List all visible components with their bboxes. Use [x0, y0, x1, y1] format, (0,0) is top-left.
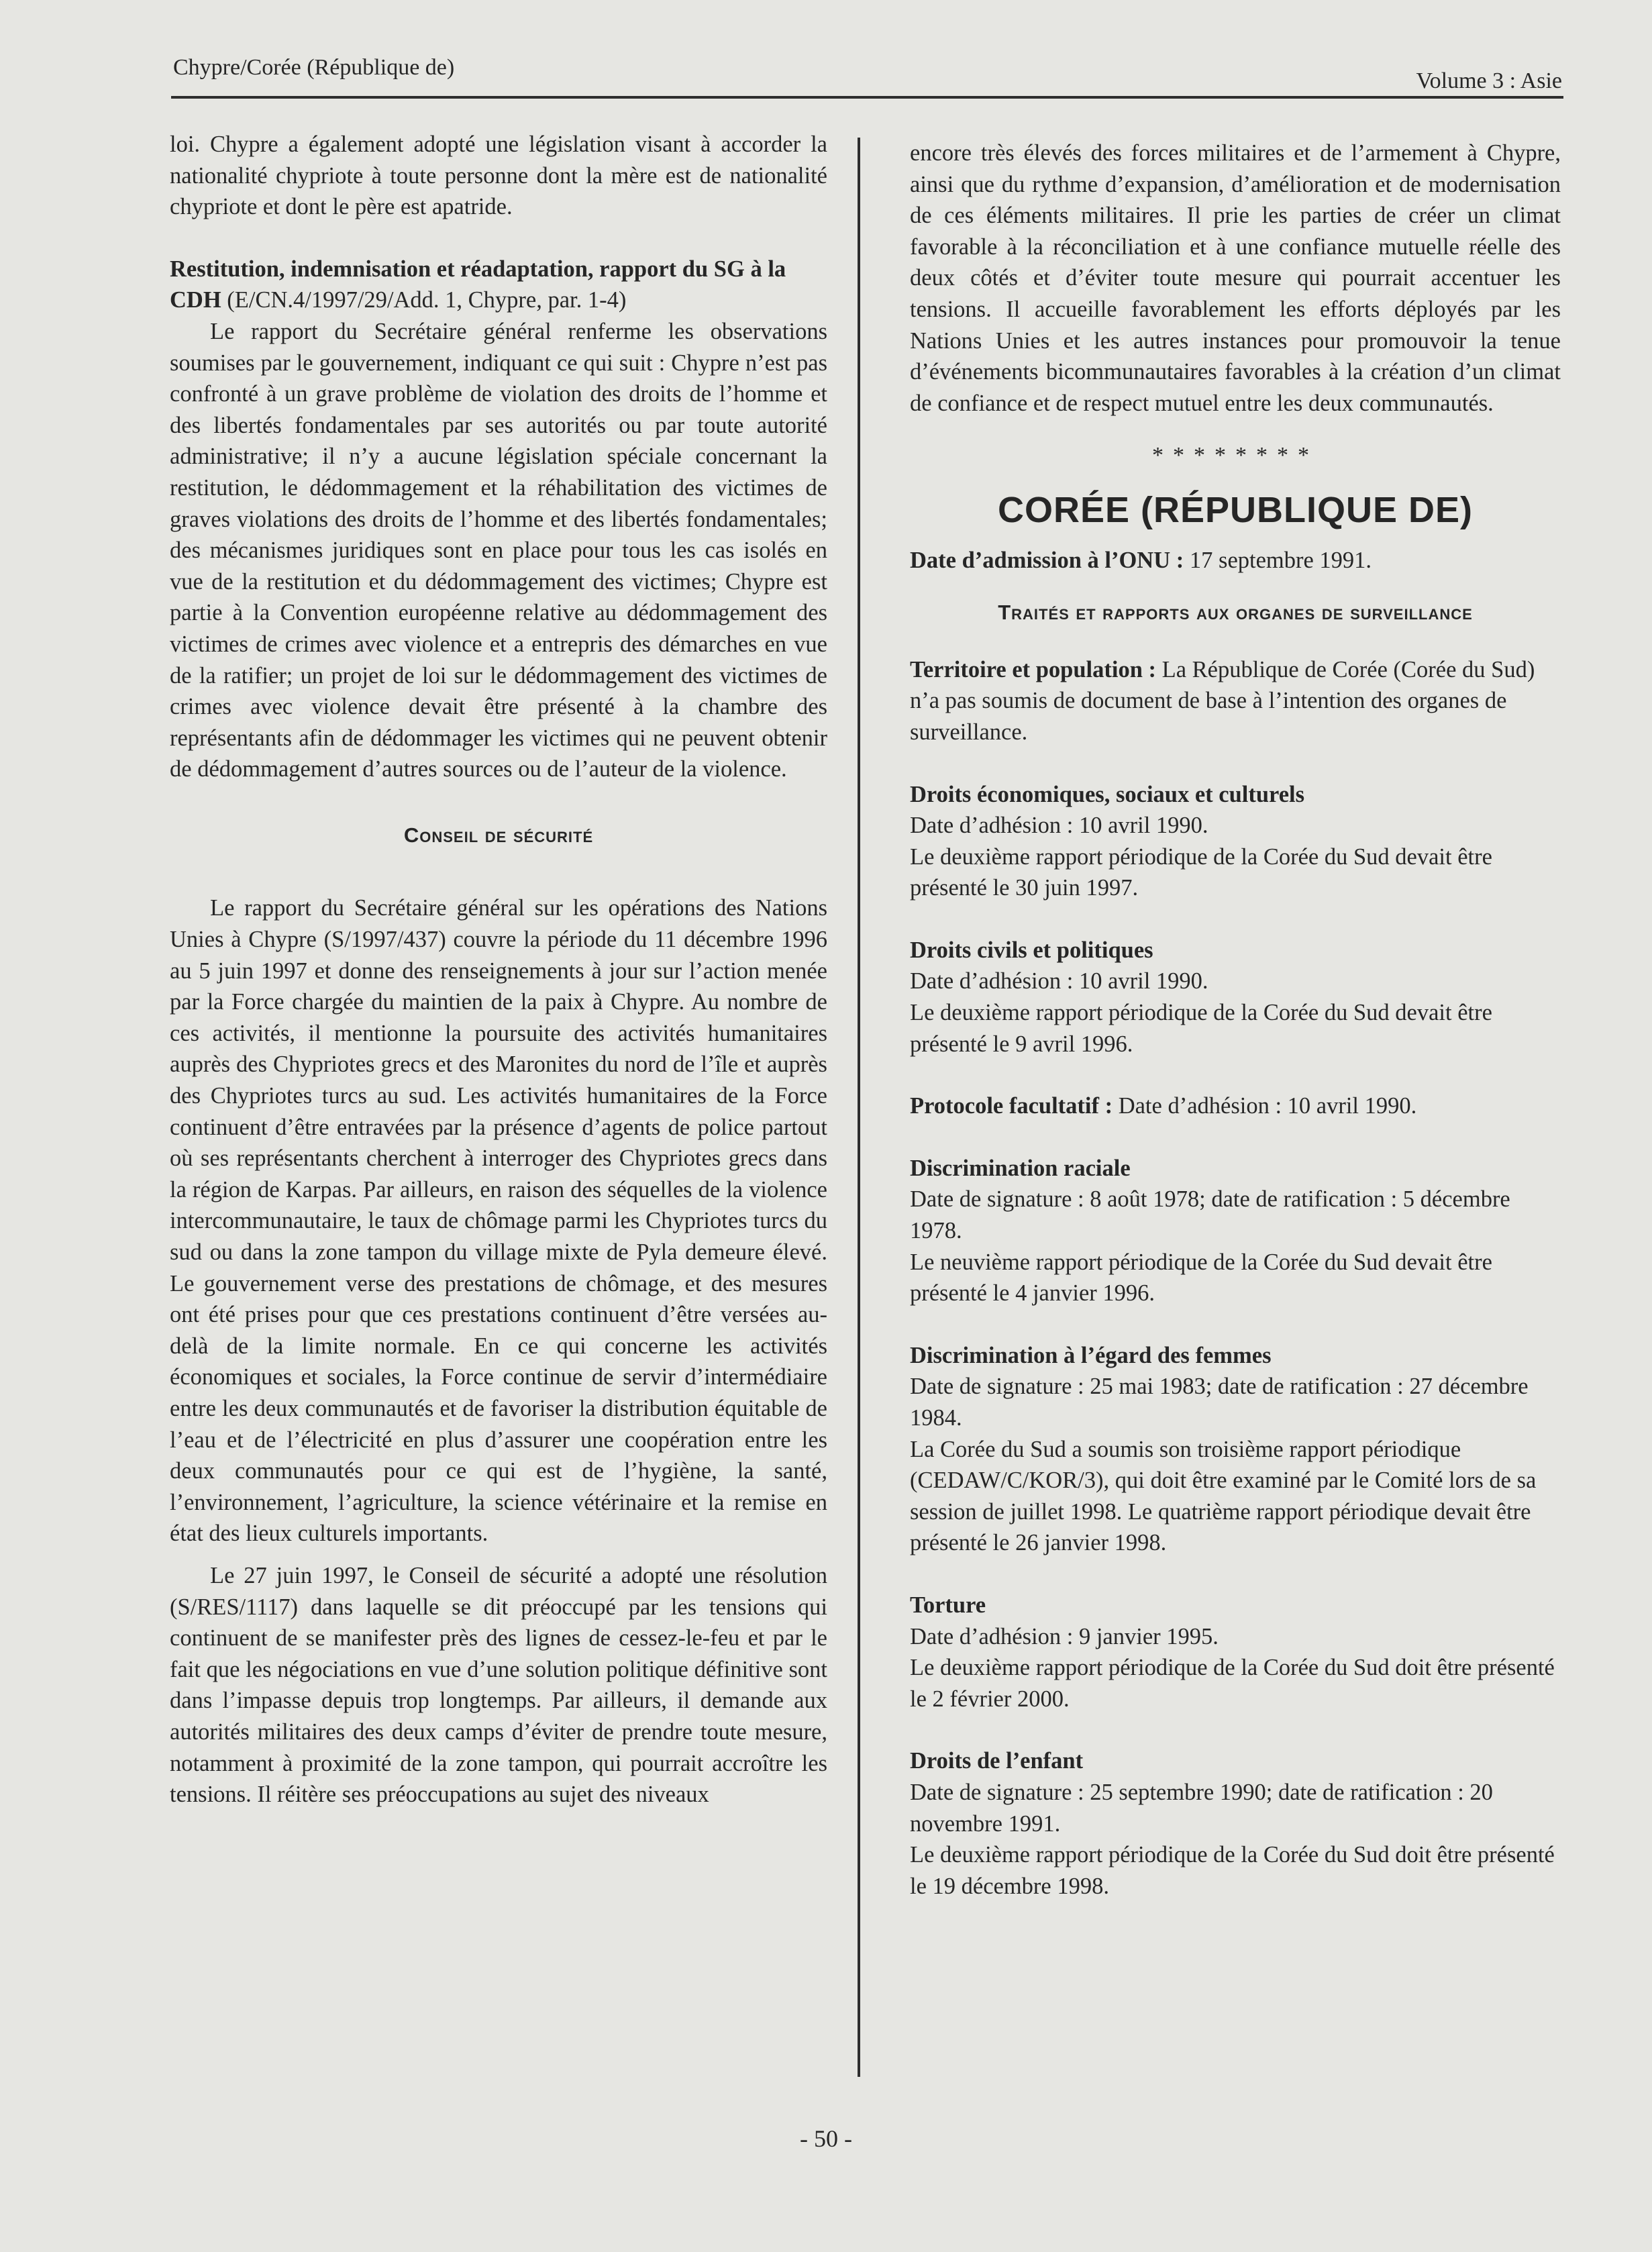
treaty-title: Discrimination à l’égard des femmes [910, 1342, 1272, 1368]
treaty-title: Discrimination raciale [910, 1155, 1131, 1181]
page-number: - 50 - [800, 2125, 852, 2152]
treaty-line: Le deuxième rapport périodique de la Corée du Sud doit être présenté le 2 février 2000. [910, 1655, 1555, 1712]
treaty-title: Droits économiques, sociaux et culturels [910, 781, 1305, 807]
territoire-paragraph [910, 654, 1561, 748]
protocole-label: Protocole facultatif : [910, 1093, 1113, 1119]
continuation-paragraph: loi. Chypre a également adopté une législation visant à accorder la nationalité chypriote à toute personne dont la mère est de nationalité chypriote et dont le père est apatride. [170, 132, 827, 220]
admission-value: 17 septembre 1991. [1184, 547, 1372, 573]
header-rule [171, 96, 1563, 99]
section-separator: ******** [1152, 443, 1319, 468]
country-title: CORÉE (RÉPUBLIQUE DE) [997, 489, 1474, 530]
treaty-line: Date de signature : 25 septembre 1990; date de ratification : 20 novembre 1991. [910, 1779, 1493, 1837]
treaty-line: Date de signature : 25 mai 1983; date de ratification : 27 décembre 1984. [910, 1374, 1529, 1431]
territoire-text: La République de Corée (Corée du Sud) n’a pas soumis de document de base à l’intention des organes de surveillance. [910, 656, 1535, 745]
security-paragraph-2: Le 27 juin 1997, le Conseil de sécurité a adopté une résolution (S/RES/1117) dans laquelle se dit préoccupé par les tensions qui continuent de se manifester près des lignes de cessez-le-feu et par le fait que les négociations en vue d’une solution politique définitive sont dans l’impasse depuis trop longtemps. Par ailleurs, il demande aux autorités militaires des deux camps d’éviter de prendre toute mesure, notamment à proximité de la zone tampon, qui pourrait accroître les tensions. Il réitère ses préoccupations au sujet des niveaux [170, 1562, 827, 1808]
treaty-line: Date de signature : 8 août 1978; date de ratification : 5 décembre 1978. [910, 1186, 1510, 1244]
column-divider [858, 138, 860, 2077]
treaty-line: Le neuvième rapport périodique de la Corée du Sud devait être présenté le 4 janvier 1996. [910, 1249, 1492, 1307]
restitution-heading-paragraph [170, 254, 827, 316]
treaty-line: Le deuxième rapport périodique de la Corée du Sud devait être présenté le 30 juin 1997. [910, 843, 1492, 901]
treaty-line: Le deuxième rapport périodique de la Corée du Sud devait être présenté le 9 avril 1996. [910, 1000, 1492, 1057]
security-paragraph-1: Le rapport du Secrétaire général sur les opérations des Nations Unies à Chypre (S/1997/437) couvre la période du 11 décembre 1996 au 5 juin 1997 et donne des renseignements à jour sur l’action menée par la Force chargée du maintien de la paix à Chypre. Au nombre de ces activités, il mentionne la poursuite des activités humanitaires auprès des Chypriotes grecs et des Maronites du nord de l’île et auprès des Chypriotes turcs au sud. Les activités humanitaires de la Force continuent d’être entravées par la présence d’agents de police partout où ses représentants cherchent à interroger des Chypriotes grecs dans la région de Karpas. Par ailleurs, en raison des séquelles de la violence intercommunautaire, le taux de chômage parmi les Chypriotes turcs du sud ou dans la zone tampon du village mixte de Pyla demeure élevé. Le gouvernement verse des prestations de chômage, et des mesures ont été prises pour que ces prestations continuent d’être versées au-delà de la limite normale. En ce qui concerne les activités économiques et sociales, la Force continue de servir d’intermédiaire entre les deux communautés et de favoriser la distribution équitable de l’eau et de l’électricité en plus d’assurer une coopération entre les deux communautés pour ce qui est de l’hygiène, la santé, l’environnement, l’agriculture, la science vétérinaire et la remise en état des lieux culturels importants. [170, 895, 827, 1547]
treaty-item [910, 935, 1561, 1060]
protocole-line [910, 1090, 1561, 1122]
treaty-item [910, 1340, 1561, 1559]
admission-label: Date d’admission à l’ONU : [910, 547, 1184, 573]
treaty-item [910, 779, 1561, 904]
treaty-line: Date d’adhésion : 10 avril 1990. [910, 968, 1208, 994]
territoire-label: Territoire et population : [910, 656, 1157, 682]
treaties-heading: Traités et rapports aux organes de surveillance [998, 601, 1473, 625]
left-column [170, 129, 827, 1810]
treaty-title: Droits de l’enfant [910, 1748, 1084, 1774]
treaty-title: Torture [910, 1592, 986, 1618]
running-header-left: Chypre/Corée (République de) [173, 55, 455, 80]
admission-line [910, 545, 1561, 576]
treaty-item [910, 1590, 1561, 1714]
protocole-text: Date d’adhésion : 10 avril 1990. [1113, 1093, 1417, 1119]
right-column [910, 138, 1561, 1902]
continuation-paragraph-right: encore très élevés des forces militaires et de l’armement à Chypre, ainsi que du rythme d’expansion, d’amélioration et de modernisation de ces éléments militaires. Il prie les parties de créer un climat favorable à la réconciliation et à une confiance mutuelle réelle des deux côtés et d’éviter toute mesure qui pourrait accentuer les tensions. Il accueille favorablement les efforts déployés par les Nations Unies et les autres instances pour promouvoir la tenue d’événements bicommunautaires favorables à la création d’un climat de confiance et de respect mutuel entre les deux communautés. [910, 140, 1561, 416]
treaty-line: Date d’adhésion : 9 janvier 1995. [910, 1623, 1219, 1649]
treaty-item [910, 1153, 1561, 1309]
security-council-heading: Conseil de sécurité [403, 823, 594, 847]
treaty-item [910, 1745, 1561, 1902]
treaty-line: Le deuxième rapport périodique de la Corée du Sud doit être présenté le 19 décembre 1998. [910, 1842, 1555, 1899]
restitution-body: Le rapport du Secrétaire général renferme les observations soumises par le gouvernement, indiquant ce qui suit : Chypre n’est pas confronté à un grave problème de violation des droits de l’homme et des libertés fondamentales par ses autorités ou par toute autorité administrative; il n’y a aucune législation spéciale concernant la restitution, le dédommagement et la réhabilitation des victimes de graves violations des droits de l’homme et des libertés fondamentales; des mécanismes juridiques sont en place pour tous les cas isolés en vue de la restitution et du dédommagement des victimes; Chypre est partie à la Convention européenne relative au dédommagement des victimes de crimes avec violence et a entrepris des démarches en vue de la ratifier; un projet de loi sur le dédommagement des victimes de crimes avec violence devait être présenté à la chambre des représentants afin de dédommager les victimes qui ne peuvent obtenir de dédommagement d’autres sources ou de l’auteur de la violence. [170, 318, 827, 782]
treaty-line: La Corée du Sud a soumis son troisième rapport périodique (CEDAW/C/KOR/3), qui doit être examiné par le Comité lors de sa session de juillet 1998. Le quatrième rapport périodique devait être présenté le 26 janvier 1998. [910, 1436, 1537, 1556]
running-header-right: Volume 3 : Asie [1416, 68, 1562, 93]
treaty-line: Date d’adhésion : 10 avril 1990. [910, 813, 1208, 839]
restitution-heading: Restitution, indemnisation et réadaptation, rapport du SG à la CDH [170, 256, 786, 313]
restitution-reference: (E/CN.4/1997/29/Add. 1, Chypre, par. 1-4) [221, 287, 627, 313]
treaty-title: Droits civils et politiques [910, 937, 1153, 963]
